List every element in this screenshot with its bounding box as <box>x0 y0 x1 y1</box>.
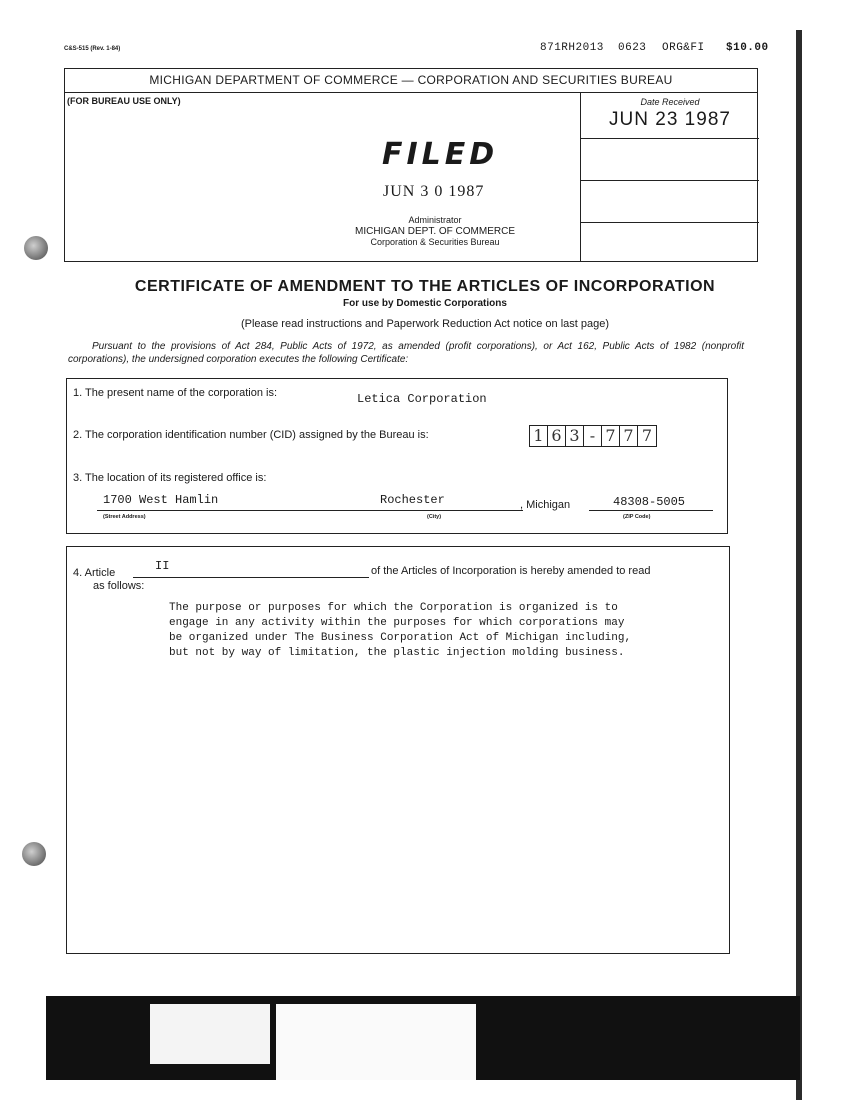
filed-stamp: FILED <box>382 137 499 172</box>
footer-light-patch-2 <box>276 1004 476 1080</box>
cid-number-box <box>529 425 657 447</box>
zip-code: 48308-5005 <box>613 495 686 509</box>
amendment-text: The purpose or purposes for which the Corporation is organized is to engage in any activity within the purposes for which corporations may be organized under The Business Corporation Act of Michigan including, but not by way of limitation, the plastic injection molding business. <box>169 602 632 659</box>
cid-digit: - <box>584 426 602 446</box>
date-received-column <box>580 93 758 262</box>
header-box <box>64 68 758 262</box>
stamp-code-2: 0623 <box>618 42 647 54</box>
corporation-info-box <box>66 378 728 534</box>
item1-label: 1. The present name of the corporation is: <box>73 387 278 399</box>
punch-hole-bottom <box>22 842 46 866</box>
zip-caption: (ZIP Code) <box>623 514 651 520</box>
form-number: C&S-515 (Rev. 1-84) <box>64 46 121 52</box>
city-caption: (City) <box>427 514 442 520</box>
punch-hole-top <box>24 236 48 260</box>
bureau-cell-2 <box>581 139 759 181</box>
date-received-value: JUN 23 1987 <box>609 109 731 130</box>
article-underline <box>133 577 369 578</box>
article-amendment-box <box>66 546 730 954</box>
item3-label: 3. The location of its registered office is: <box>73 472 267 484</box>
street-caption: (Street Address) <box>103 514 146 520</box>
pursuant-statement: Pursuant to the provisions of Act 284, Public Acts of 1972, as amended (profit corporations), or Act 162, Public Acts of 1982 (nonprofit corporations), the undersigned corporation executes the following Certificate: <box>68 341 744 365</box>
item4-label-suffix: of the Articles of Incorporation is hereby amended to read <box>371 565 651 577</box>
state: , Michigan <box>520 499 571 511</box>
article-number: II <box>155 559 170 573</box>
bureau-name: Corporation & Securities Bureau <box>370 237 500 247</box>
page-edge-shadow <box>796 30 802 1100</box>
cid-digit: 7 <box>602 426 620 446</box>
bureau-use-label: (FOR BUREAU USE ONLY) <box>67 96 181 106</box>
cid-digit: 7 <box>641 426 653 445</box>
city: Rochester <box>380 493 445 507</box>
certificate-subtitle: For use by Domestic Corporations <box>343 298 507 309</box>
item2-label: 2. The corporation identification number (CID) assigned by the Bureau is: <box>73 429 429 441</box>
street-address: 1700 West Hamlin <box>103 493 219 507</box>
date-received-label: Date Received <box>640 97 700 107</box>
item4-label-prefix: 4. Article <box>73 567 116 579</box>
instructions-note: (Please read instructions and Paperwork Reduction Act notice on last page) <box>240 318 610 330</box>
corporation-name: Letica Corporation <box>357 392 487 406</box>
bureau-cell-3 <box>581 181 759 223</box>
stamp-code-1: 871RH2013 <box>540 42 604 54</box>
cid-digit: 6 <box>548 426 566 446</box>
stamp-code-3: ORG&FI <box>662 42 705 54</box>
administrator-block <box>315 215 555 248</box>
department-title: MICHIGAN DEPARTMENT OF COMMERCE — CORPORATION AND SECURITIES BUREAU <box>65 69 757 93</box>
cid-digit: 1 <box>530 426 548 446</box>
date-received-cell <box>581 93 759 139</box>
address-underline <box>97 510 523 511</box>
zip-underline <box>589 510 713 511</box>
cid-digit: 7 <box>620 426 638 446</box>
filed-date: JUN 3 0 1987 <box>383 183 485 200</box>
administrator-label: Administrator <box>408 215 462 225</box>
footer-light-patch <box>150 1004 270 1064</box>
stamp-fee: $10.00 <box>726 42 769 54</box>
cid-digit: 3 <box>566 426 584 446</box>
certificate-title: CERTIFICATE OF AMENDMENT TO THE ARTICLES OF INCORPORATION <box>134 278 716 295</box>
item4-label-cont: as follows: <box>93 580 145 592</box>
dept-name: MICHIGAN DEPT. OF COMMERCE <box>354 226 515 237</box>
